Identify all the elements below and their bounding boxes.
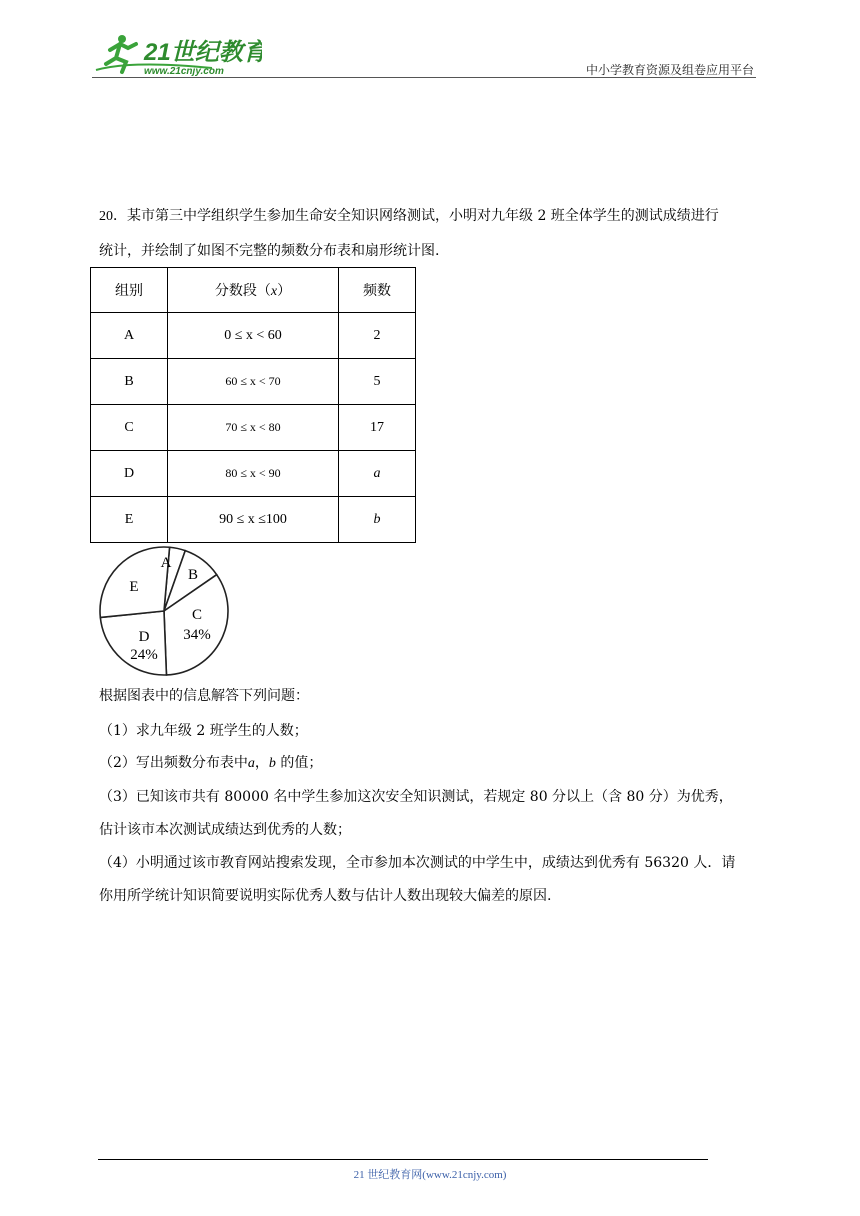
table-row: D 80 ≤ x < 90 a [91,451,416,497]
site-logo [92,30,262,80]
platform-title: 中小学教育资源及组卷应用平台 [585,63,754,77]
prompt-text: 根据图表中的信息解答下列问题： [99,688,309,704]
question-intro-line2: 统计，并绘制了如图不完整的频数分布表和扇形统计图. [99,243,440,259]
table-row: B 60 ≤ x < 70 5 [91,359,416,405]
svg-text:www.21cnjy.com: www.21cnjy.com [144,66,224,77]
header-divider [92,77,756,78]
pie-label-d: D [138,629,150,645]
header-group: 组别 [91,268,168,313]
subquestion-1: （1）求九年级 2 班学生的人数； [99,723,308,739]
question-intro-line1: 20．某市第三中学组织学生参加生命安全知识网络测试，小明对九年级 2 班全体学生的测试成绩进行 [99,208,719,224]
frequency-table [90,267,416,543]
svg-text:21世纪教育: 21世纪教育 [144,39,262,66]
table-row: E 90 ≤ x ≤100 b [91,497,416,543]
table-header-row [91,268,416,313]
pie-label-c: C [191,607,203,623]
question-number: 20 [99,209,113,224]
footer-divider [98,1159,708,1160]
pie-percent-c: 34% [183,627,211,643]
subquestion-3-line2: 估计该市本次测试成绩达到优秀的人数； [99,822,351,838]
pie-label-b: B [187,567,199,583]
pie-label-e: E [129,579,139,595]
table-row: A 0 ≤ x < 60 2 [91,313,416,359]
header-range: 分数段（x） [168,268,339,313]
runner-logo-icon [92,30,262,80]
table-row: C 70 ≤ x < 80 17 [91,405,416,451]
subquestion-4-line2: 你用所学统计知识简要说明实际优秀人数与估计人数出现较大偏差的原因. [99,888,552,904]
header-frequency: 频数 [339,268,416,313]
subquestion-2: （2）写出频数分布表中a，b 的值； [99,755,323,771]
footer-text: 21 世纪教育网(www.21cnjy.com) [353,1169,507,1181]
subquestion-4-line1: （4）小明通过该市教育网站搜索发现，全市参加本次测试的中学生中，成绩达到优秀有 56320 人．请 [99,855,736,871]
pie-percent-d: 24% [130,647,158,663]
pie-chart [96,545,232,677]
pie-slice-d [100,611,166,675]
pie-label-a: A [160,555,172,571]
subquestion-3-line1: （3）已知该市共有 80000 名中学生参加这次安全知识测试，若规定 80 分以上（含 80 分）为优秀， [99,789,733,805]
